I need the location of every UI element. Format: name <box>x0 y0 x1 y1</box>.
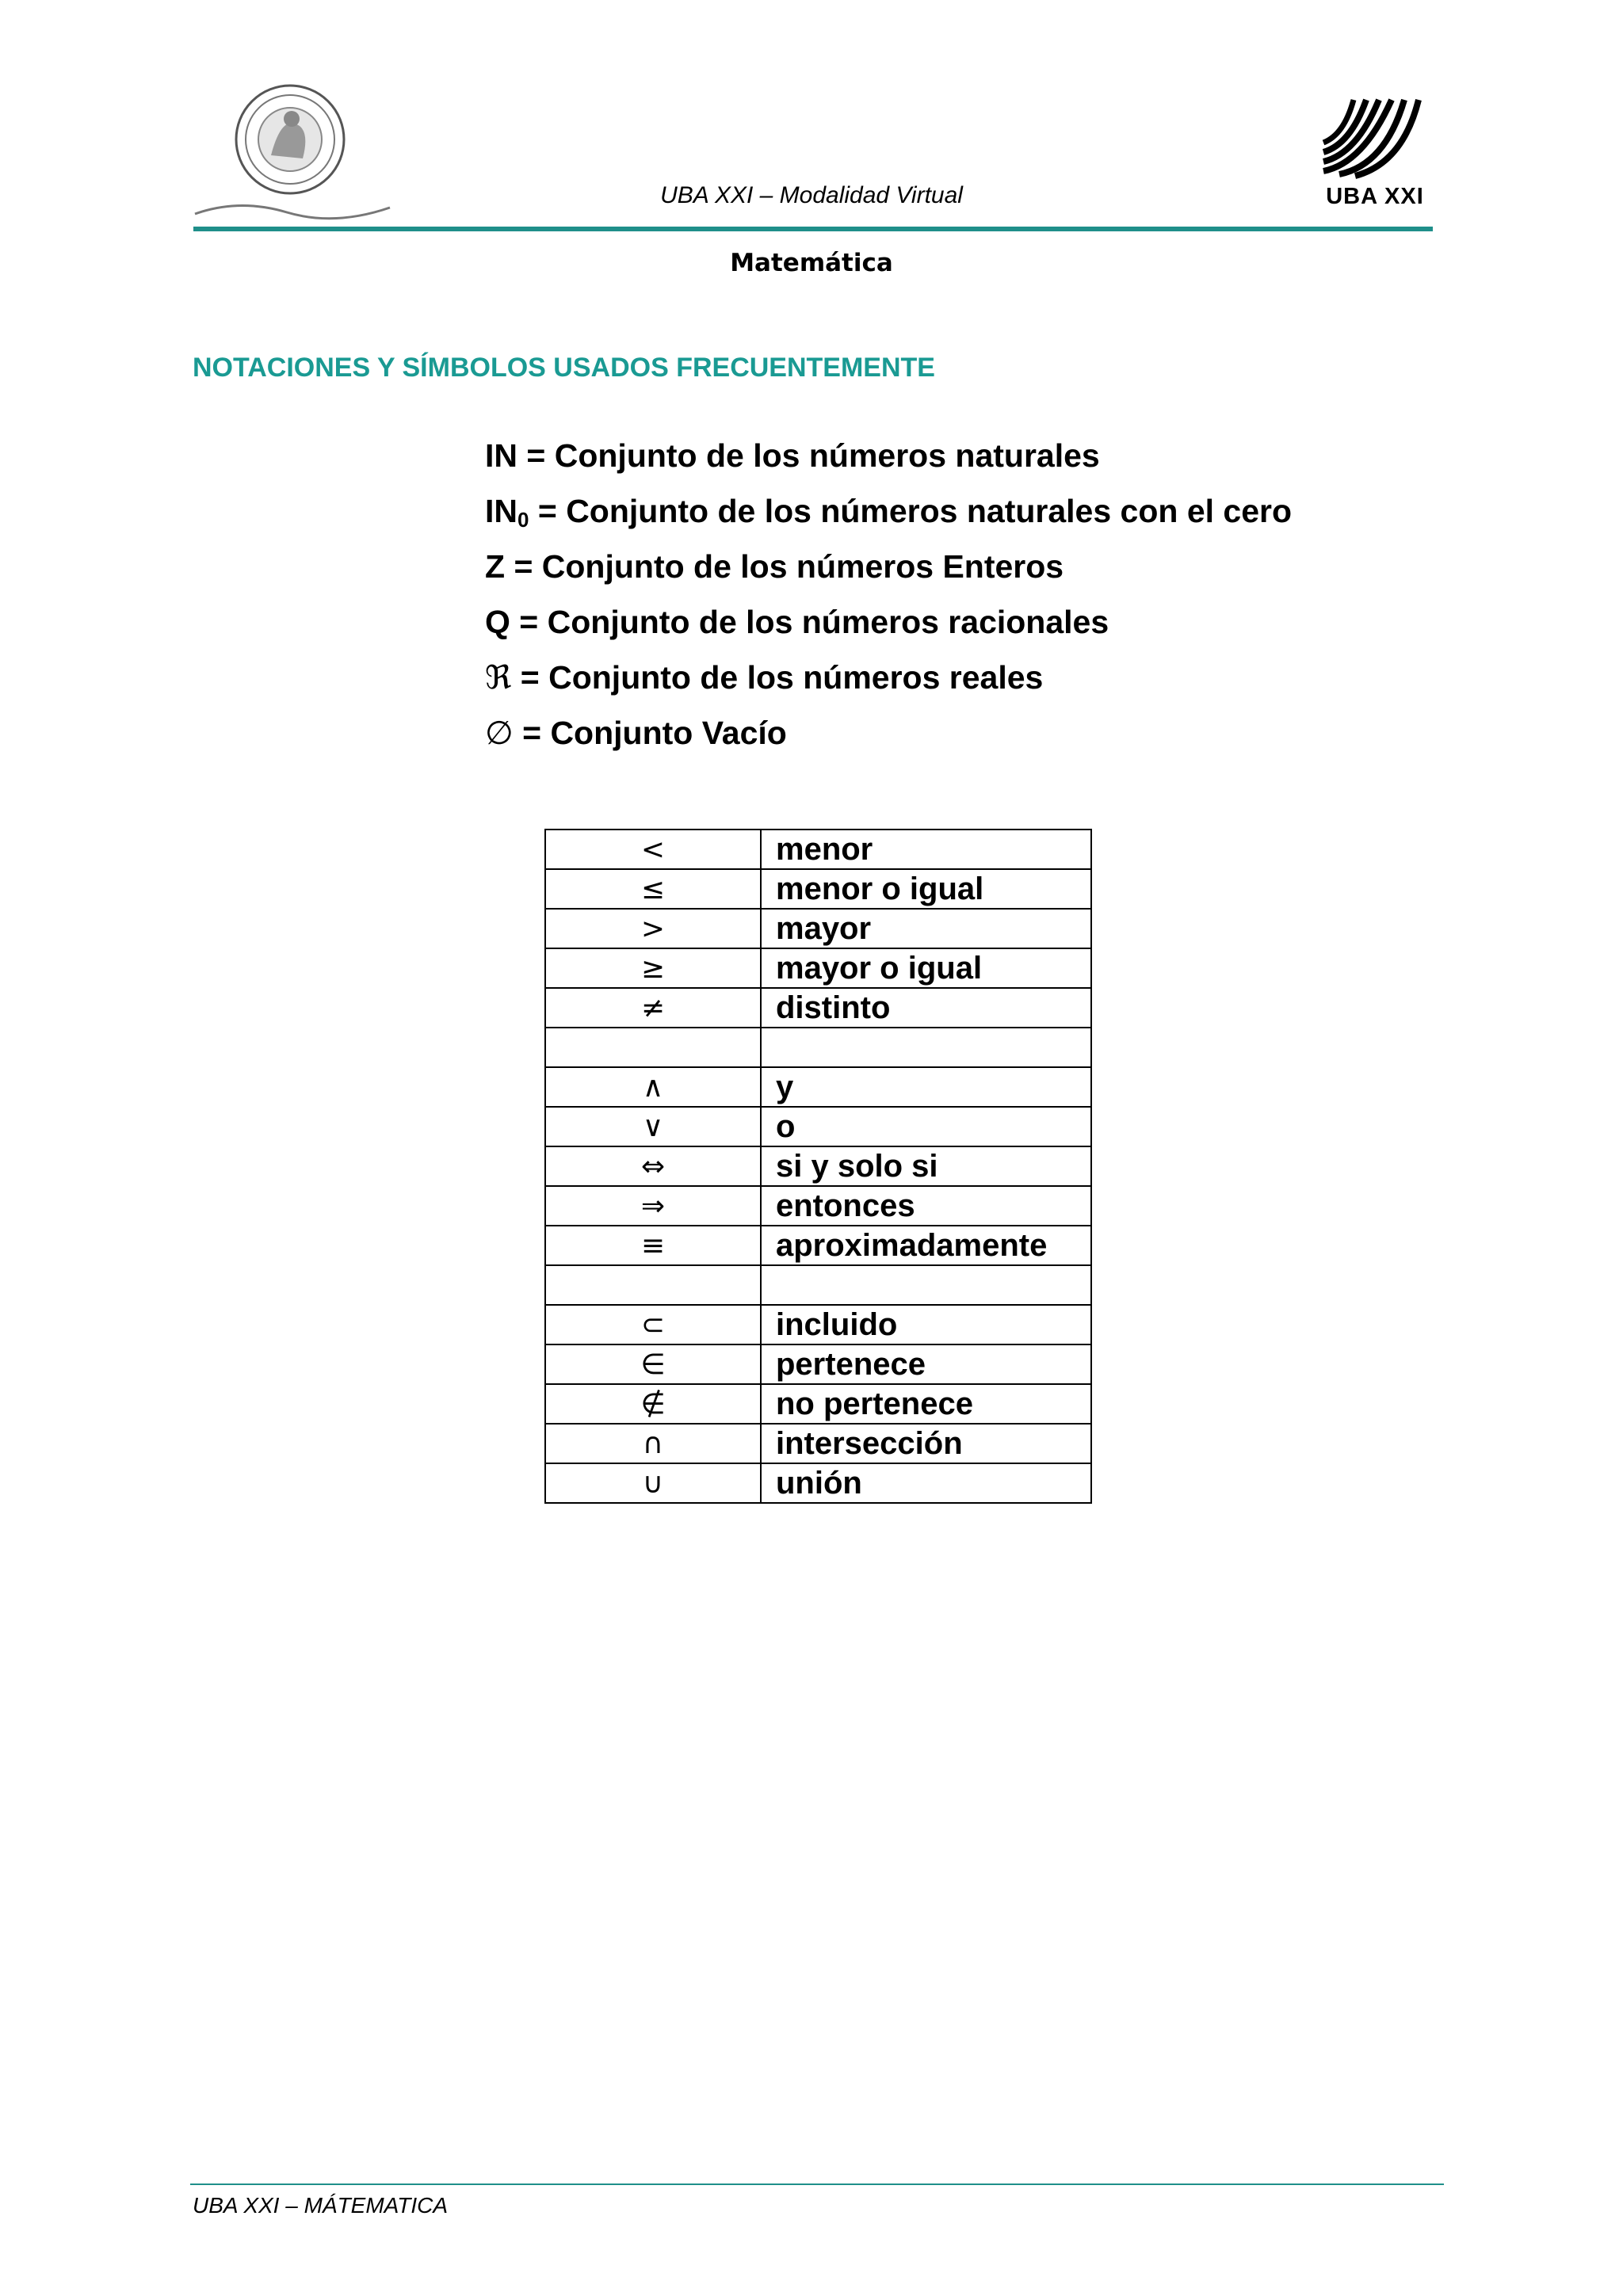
symbol-cell: ∩ <box>545 1424 761 1463</box>
notation-rationals <box>485 594 1292 650</box>
symbol-cell: > <box>545 909 761 948</box>
symbol-cell: ⇒ <box>545 1186 761 1226</box>
meaning-cell: menor o igual <box>761 869 1091 909</box>
meaning-cell: mayor <box>761 909 1091 948</box>
notation-empty-set <box>485 705 1292 761</box>
table-row <box>545 1107 1091 1146</box>
notation-symbol: Z <box>485 548 506 585</box>
symbol-cell: ⊂ <box>545 1305 761 1344</box>
meaning-cell: no pertenece <box>761 1384 1091 1424</box>
meaning-cell: intersección <box>761 1424 1091 1463</box>
table-row <box>545 830 1091 869</box>
notation-text: = Conjunto de los números Enteros <box>505 548 1064 585</box>
table-row <box>545 1186 1091 1226</box>
notation-naturals-with-zero <box>485 483 1292 539</box>
table-row <box>545 909 1091 948</box>
meaning-cell: aproximadamente <box>761 1226 1091 1265</box>
meaning-cell: pertenece <box>761 1344 1091 1384</box>
table-row <box>545 1146 1091 1186</box>
notation-integers <box>485 539 1292 594</box>
symbol-cell: ⇔ <box>545 1146 761 1186</box>
symbol-cell: ∈ <box>545 1344 761 1384</box>
table-row <box>545 869 1091 909</box>
notation-text: = Conjunto Vacío <box>513 715 787 751</box>
symbol-cell: ≡ <box>545 1226 761 1265</box>
notation-text: = Conjunto de los números naturales con el cero <box>529 493 1293 529</box>
meaning-cell: unión <box>761 1463 1091 1503</box>
symbol-cell: ≤ <box>545 869 761 909</box>
table-row <box>545 1028 1091 1067</box>
notation-naturals <box>485 428 1292 483</box>
notation-symbol: IN <box>485 437 517 474</box>
meaning-cell: si y solo si <box>761 1146 1091 1186</box>
notation-text: = Conjunto de los números racionales <box>510 604 1109 640</box>
table-row <box>545 1067 1091 1107</box>
table-row <box>545 1226 1091 1265</box>
notation-text: = Conjunto de los números reales <box>511 659 1044 696</box>
meaning-cell: menor <box>761 830 1091 869</box>
notation-symbol: ℜ <box>485 658 512 696</box>
symbol-cell: ∪ <box>545 1463 761 1503</box>
meaning-cell <box>761 1028 1091 1067</box>
table-row <box>545 1305 1091 1344</box>
notation-symbol: IN <box>485 493 517 529</box>
uba-xxi-logo-text: UBA XXI <box>1326 184 1424 209</box>
table-row <box>545 948 1091 988</box>
meaning-cell: entonces <box>761 1186 1091 1226</box>
table-row <box>545 1384 1091 1424</box>
symbol-cell <box>545 1265 761 1305</box>
table-row <box>545 1424 1091 1463</box>
table-row <box>545 1265 1091 1305</box>
notation-text: = Conjunto de los números naturales <box>517 437 1100 474</box>
notation-symbol: Q <box>485 604 510 640</box>
subject-title: Matemática <box>730 249 893 277</box>
notation-list <box>485 428 1292 761</box>
notation-subscript: 0 <box>517 508 529 532</box>
header-program-name: UBA XXI – Modalidad Virtual <box>660 182 963 208</box>
footer-divider <box>190 2183 1444 2185</box>
notation-symbol: ∅ <box>485 714 514 752</box>
symbol-cell: ∧ <box>545 1067 761 1107</box>
section-title: NOTACIONES Y SÍMBOLOS USADOS FRECUENTEMENTE <box>193 353 935 383</box>
symbol-cell: ≠ <box>545 988 761 1028</box>
meaning-cell: mayor o igual <box>761 948 1091 988</box>
symbol-cell: < <box>545 830 761 869</box>
table-row <box>545 1344 1091 1384</box>
header-divider <box>193 227 1433 231</box>
footer-text: UBA XXI – MÁTEMATICA <box>193 2193 449 2218</box>
notation-reals <box>485 650 1292 705</box>
meaning-cell <box>761 1265 1091 1305</box>
meaning-cell: o <box>761 1107 1091 1146</box>
symbol-cell <box>545 1028 761 1067</box>
meaning-cell: distinto <box>761 988 1091 1028</box>
symbol-cell: ∨ <box>545 1107 761 1146</box>
meaning-cell: y <box>761 1067 1091 1107</box>
symbol-cell: ∉ <box>545 1384 761 1424</box>
meaning-cell: incluido <box>761 1305 1091 1344</box>
symbols-table <box>544 829 1092 1504</box>
table-row <box>545 1463 1091 1503</box>
symbol-cell: ≥ <box>545 948 761 988</box>
table-row <box>545 988 1091 1028</box>
